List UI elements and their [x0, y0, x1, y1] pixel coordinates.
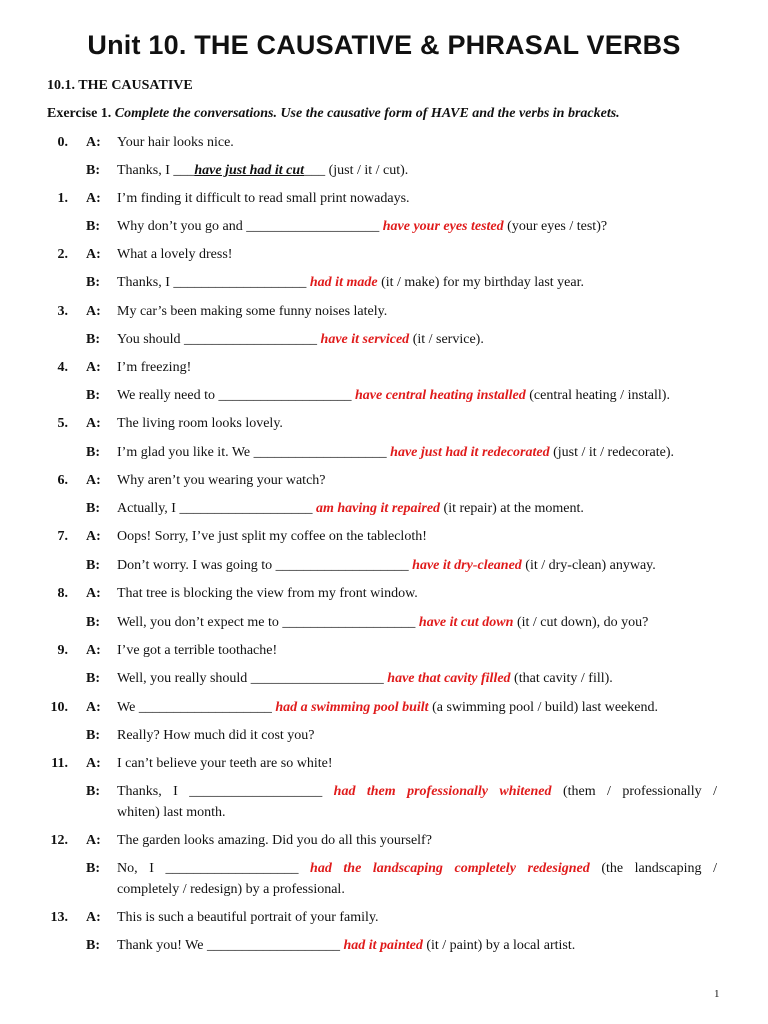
line-text: The living room looks lovely.	[117, 416, 283, 431]
speaker-a: A:	[86, 643, 101, 658]
speaker-b: B:	[86, 163, 100, 178]
example-answer: have just had it cut	[194, 163, 305, 178]
cue-text: (it / dry-clean) anyway.	[521, 558, 656, 573]
line-text	[117, 669, 613, 689]
speaker-a: A:	[86, 135, 101, 150]
line-text	[117, 859, 717, 879]
answer-text: had it made	[309, 275, 378, 290]
answer-blank: ___________________	[173, 275, 307, 290]
speaker-b: B:	[86, 388, 100, 403]
line-text: Why aren’t you wearing your watch?	[117, 473, 326, 488]
line-text: I’ve got a terrible toothache!	[117, 643, 278, 658]
item-number: 0.	[57, 135, 68, 150]
prompt-text: Thanks, I ___	[117, 163, 195, 178]
item-2-b	[0, 273, 768, 293]
item-3-b	[0, 330, 768, 350]
answer-blank: ___________________	[275, 558, 409, 573]
item-10-a	[0, 698, 768, 718]
line-text	[117, 330, 484, 350]
answer-blank: ___________________	[138, 700, 272, 715]
prompt-text: We	[117, 700, 139, 715]
speaker-a: A:	[86, 700, 101, 715]
item-12-b-cont	[0, 880, 768, 900]
line-text: Oops! Sorry, I’ve just split my coffee on the tablecloth!	[117, 529, 427, 544]
item-6-b	[0, 499, 768, 519]
answer-blank: ___________________	[179, 501, 313, 516]
item-12-b	[0, 859, 768, 879]
cue-text: (just / it / redecorate).	[549, 445, 674, 460]
line-text	[117, 782, 717, 802]
speaker-b: B:	[86, 671, 100, 686]
answer-blank: ___________________	[206, 938, 340, 953]
item-5-b	[0, 443, 768, 463]
page-title: Unit 10. THE CAUSATIVE & PHRASAL VERBS	[87, 30, 681, 60]
speaker-a: A:	[86, 360, 101, 375]
item-7-b	[0, 556, 768, 576]
cue-text: (it repair) at the moment.	[440, 501, 584, 516]
cue-text: (that cavity / fill).	[510, 671, 613, 686]
line-text: What a lovely dress!	[117, 247, 233, 262]
speaker-b: B:	[86, 445, 100, 460]
line-text: That tree is blocking the view from my front window.	[117, 586, 418, 601]
item-11-a	[0, 754, 768, 774]
answer-text: have it cut down	[418, 615, 514, 630]
cue-text: (it / service).	[409, 332, 484, 347]
item-number: 2.	[57, 247, 68, 262]
prompt-text: Actually, I	[117, 501, 180, 516]
line-text	[117, 698, 658, 718]
item-8-b	[0, 613, 768, 633]
item-1-a	[0, 189, 768, 209]
answer-text: had a swimming pool built	[275, 700, 429, 715]
prompt-text: Well, you don’t expect me to	[117, 615, 283, 630]
speaker-b: B:	[86, 615, 100, 630]
answer-text: had them professionally whitened	[333, 784, 552, 799]
item-13-b	[0, 936, 768, 956]
answer-text: have it serviced	[320, 332, 410, 347]
answer-text: had the landscaping completely redesigned	[310, 861, 590, 876]
answer-text: have it dry-cleaned	[412, 558, 522, 573]
prompt-text: Well, you really should	[117, 671, 251, 686]
item-2-a	[0, 245, 768, 265]
item-8-a	[0, 584, 768, 604]
speaker-b: B:	[86, 332, 100, 347]
item-0-a	[0, 133, 768, 153]
speaker-b: B:	[86, 938, 100, 953]
item-13-a	[0, 908, 768, 928]
cue-text: (a swimming pool / build) last weekend.	[428, 700, 658, 715]
page-number: 1	[714, 988, 720, 1000]
line-text: Really? How much did it cost you?	[117, 728, 315, 743]
prompt-text: I’m glad you like it. We	[117, 445, 254, 460]
line-text: I can’t believe your teeth are so white!	[117, 756, 333, 771]
item-6-a	[0, 471, 768, 491]
item-4-b	[0, 386, 768, 406]
speaker-a: A:	[86, 529, 101, 544]
speaker-a: A:	[86, 191, 101, 206]
item-number: 10.	[50, 700, 68, 715]
line-text: completely / redesign) by a professional.	[117, 882, 345, 897]
line-text	[117, 936, 575, 956]
item-0-b	[0, 161, 768, 181]
speaker-a: A:	[86, 756, 101, 771]
item-1-b	[0, 217, 768, 237]
line-text	[117, 273, 584, 293]
cue-text: (the landscaping /	[601, 861, 718, 876]
speaker-b: B:	[86, 861, 100, 876]
prompt-text: Thank you! We	[117, 938, 207, 953]
answer-text: am having it repaired	[315, 501, 441, 516]
speaker-a: A:	[86, 304, 101, 319]
line-text: whiten) last month.	[117, 805, 226, 820]
item-9-a	[0, 641, 768, 661]
answer-blank: ___________________	[250, 671, 384, 686]
answer-text: had it painted	[343, 938, 423, 953]
item-number: 4.	[57, 360, 68, 375]
line-text: Your hair looks nice.	[117, 135, 234, 150]
cue-text: (central heating / install).	[525, 388, 670, 403]
line-text	[117, 161, 408, 181]
line-text: The garden looks amazing. Did you do all this yourself?	[117, 833, 432, 848]
prompt-text: Thanks, I	[117, 275, 174, 290]
item-number: 8.	[57, 586, 68, 601]
item-number: 6.	[57, 473, 68, 488]
item-5-a	[0, 414, 768, 434]
item-11-b-cont	[0, 803, 768, 823]
line-text: My car’s been making some funny noises lately.	[117, 304, 388, 319]
speaker-b: B:	[86, 558, 100, 573]
speaker-a: A:	[86, 416, 101, 431]
item-number: 9.	[57, 643, 68, 658]
item-12-a	[0, 831, 768, 851]
answer-blank: ___________________	[246, 219, 380, 234]
item-number: 12.	[50, 833, 68, 848]
line-text	[117, 386, 670, 406]
item-number: 1.	[57, 191, 68, 206]
exercise-instruction	[47, 106, 620, 122]
answer-blank: ___________________	[253, 445, 387, 460]
cue-text: ___ (just / it / cut).	[304, 163, 409, 178]
exercise-instruction-text: Complete the conversations. Use the causative form of HAVE and the verbs in brackets.	[114, 106, 620, 121]
line-text	[117, 499, 584, 519]
section-heading: 10.1. THE CAUSATIVE	[47, 78, 193, 93]
speaker-b: B:	[86, 275, 100, 290]
item-number: 11.	[51, 756, 68, 771]
item-number: 5.	[57, 416, 68, 431]
speaker-a: A:	[86, 833, 101, 848]
line-text	[117, 613, 648, 633]
line-text: This is such a beautiful portrait of your family.	[117, 910, 379, 925]
speaker-a: A:	[86, 910, 101, 925]
answer-blank: ___________________	[184, 332, 318, 347]
item-4-a	[0, 358, 768, 378]
answer-text: have central heating installed	[355, 388, 526, 403]
speaker-a: A:	[86, 247, 101, 262]
answer-text: have that cavity filled	[387, 671, 511, 686]
line-text: I’m freezing!	[117, 360, 192, 375]
answer-text: have your eyes tested	[382, 219, 504, 234]
cue-text: (it / cut down), do you?	[513, 615, 649, 630]
item-number: 7.	[57, 529, 68, 544]
item-number: 13.	[50, 910, 68, 925]
prompt-text: Why don’t you go and	[117, 219, 247, 234]
item-3-a	[0, 302, 768, 322]
item-10-b	[0, 726, 768, 746]
speaker-a: A:	[86, 473, 101, 488]
answer-blank: ___________________	[189, 784, 323, 799]
cue-text: (your eyes / test)?	[503, 219, 608, 234]
prompt-text: No, I	[117, 861, 166, 876]
item-7-a	[0, 527, 768, 547]
answer-blank: ___________________	[282, 615, 416, 630]
answer-text: have just had it redecorated	[390, 445, 550, 460]
item-9-b	[0, 669, 768, 689]
answer-blank: ___________________	[218, 388, 352, 403]
line-text: I’m finding it difficult to read small print nowadays.	[117, 191, 410, 206]
item-number: 3.	[57, 304, 68, 319]
cue-text: (them / professionally /	[562, 784, 718, 799]
prompt-text: You should	[117, 332, 185, 347]
line-text	[117, 443, 674, 463]
speaker-a: A:	[86, 586, 101, 601]
prompt-text: We really need to	[117, 388, 219, 403]
item-11-b	[0, 782, 768, 802]
line-text	[117, 556, 656, 576]
speaker-b: B:	[86, 728, 100, 743]
speaker-b: B:	[86, 219, 100, 234]
prompt-text: Don’t worry. I was going to	[117, 558, 276, 573]
exercise-label: Exercise 1.	[47, 106, 112, 121]
cue-text: (it / paint) by a local artist.	[422, 938, 576, 953]
answer-blank: ___________________	[165, 861, 299, 876]
speaker-b: B:	[86, 501, 100, 516]
prompt-text: Thanks, I	[117, 784, 190, 799]
cue-text: (it / make) for my birthday last year.	[377, 275, 585, 290]
line-text	[117, 217, 607, 237]
speaker-b: B:	[86, 784, 100, 799]
